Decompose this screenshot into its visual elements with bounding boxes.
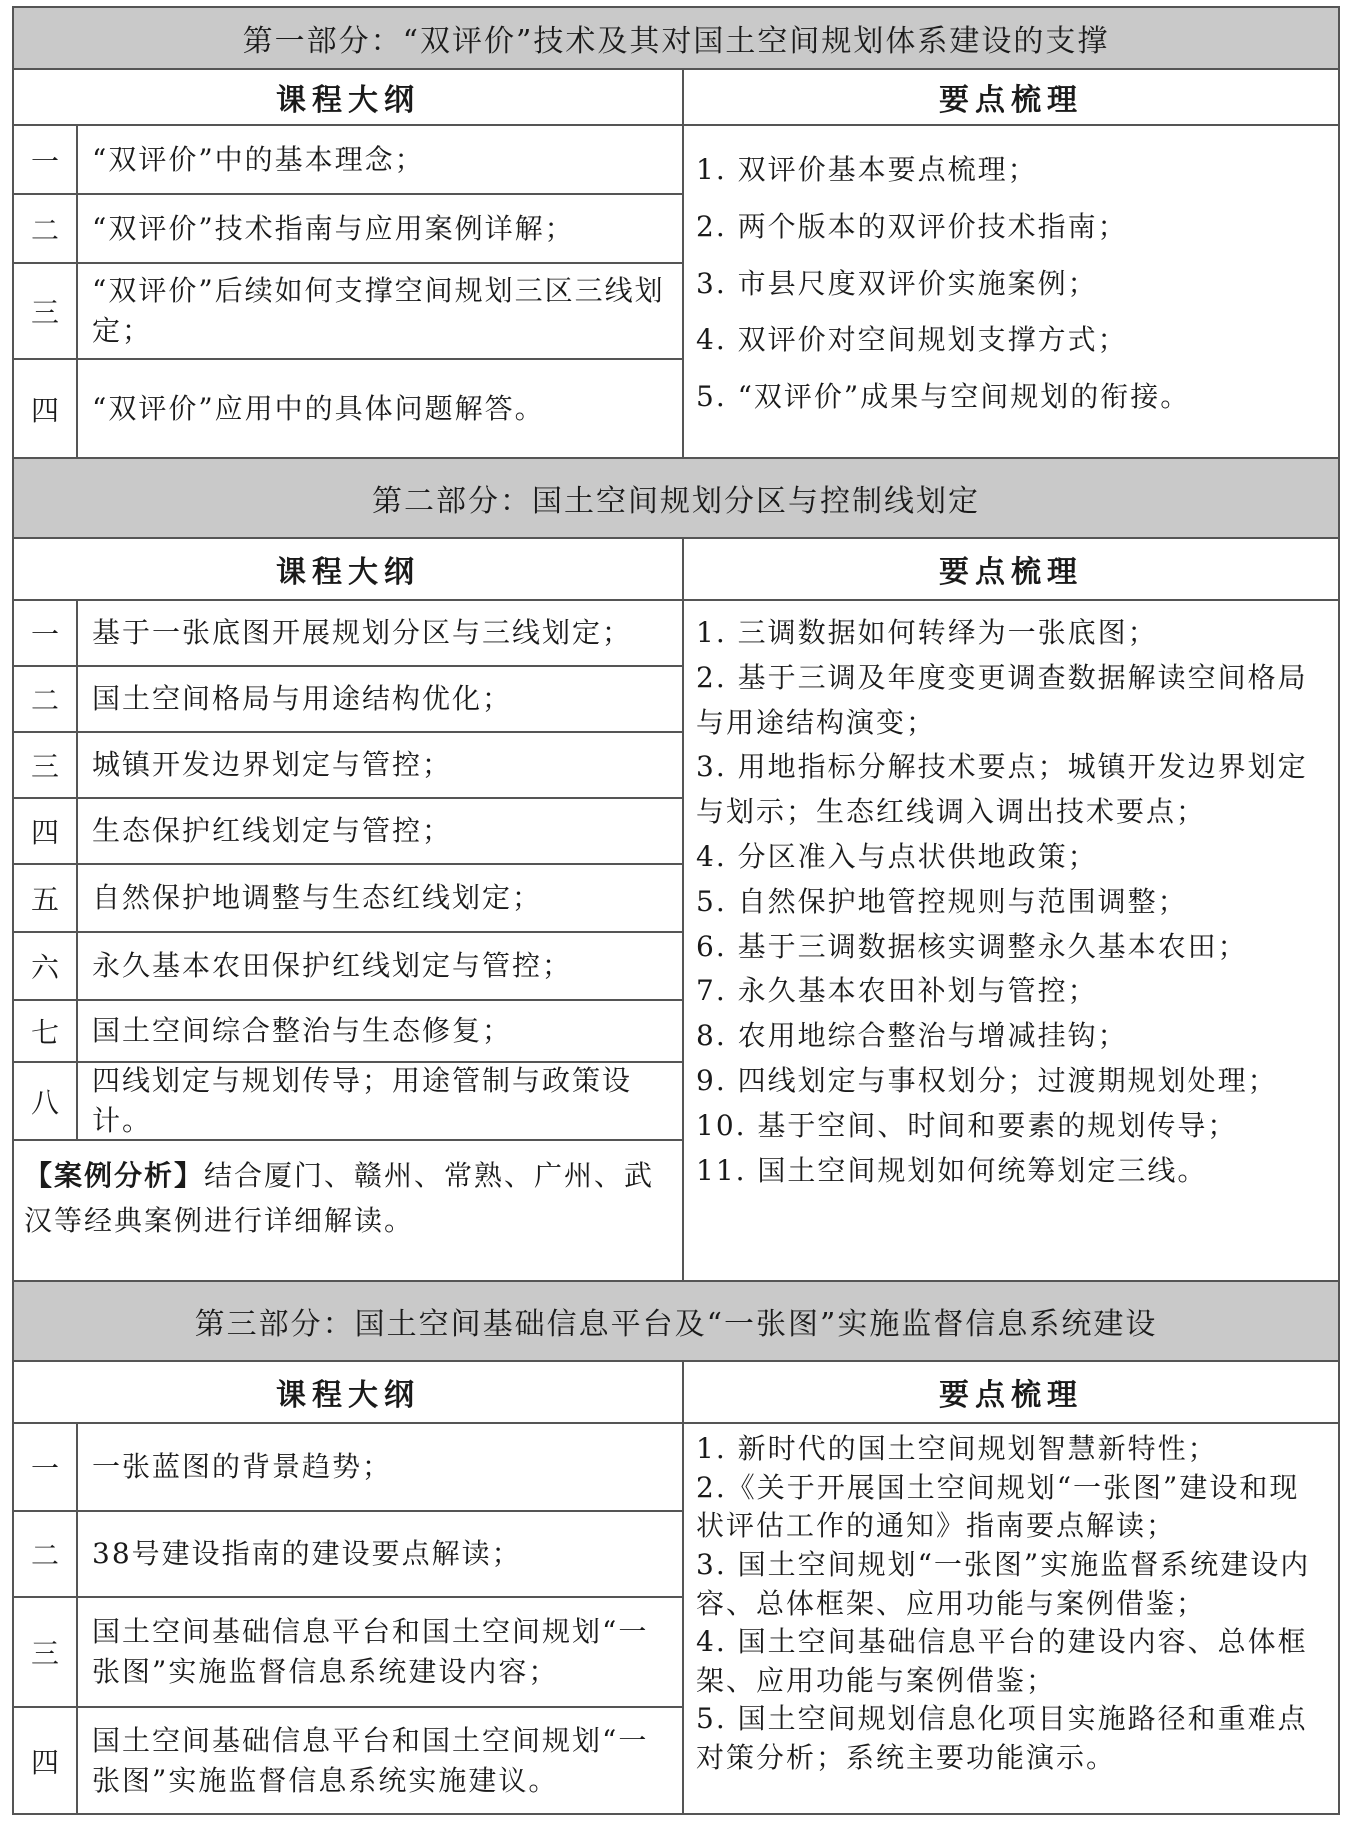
item-number: 二 [14, 667, 78, 731]
section-2-title: 第二部分：国土空间规划分区与控制线划定 [12, 457, 1340, 539]
section-3-outline-header: 课程大纲 [14, 1362, 682, 1424]
section-2-points-list [684, 611, 1338, 1193]
item-number: 六 [14, 933, 78, 999]
item-number: 四 [14, 1708, 78, 1813]
section-3-title: 第三部分：国土空间基础信息平台及“一张图”实施监督信息系统建设 [12, 1280, 1340, 1362]
section-1-points-column [682, 68, 1340, 459]
item-text: 生态保护红线划定与管控； [92, 814, 453, 847]
list-item [14, 360, 682, 457]
list-item [14, 264, 682, 360]
list-item [14, 667, 682, 733]
point-item: 2. 两个版本的双评价技术指南； [696, 209, 1128, 243]
point-item: 2.《关于开展国土空间规划“一张图”建设和现状评估工作的通知》指南要点解读； [696, 1470, 1300, 1543]
section-2-outline-column [12, 537, 684, 1282]
item-text: 四线划定与规划传导；用途管制与政策设计。 [92, 1064, 633, 1137]
item-text: 基于一张底图开展规划分区与三线划定； [92, 616, 633, 649]
point-item: 1. 双评价基本要点梳理； [696, 153, 1038, 186]
item-number: 四 [14, 799, 78, 863]
point-item: 4. 分区准入与点状供地政策； [696, 839, 1098, 873]
point-item: 5. “双评价”成果与空间规划的衔接。 [696, 380, 1191, 414]
point-item: 10. 基于空间、时间和要素的规划传导； [696, 1108, 1238, 1142]
section-3-points-header: 要点梳理 [684, 1362, 1338, 1424]
point-item: 3. 国土空间规划“一张图”实施监督系统建设内容、总体框架、应用功能与案例借鉴； [696, 1547, 1311, 1620]
item-text: 国土空间格局与用途结构优化； [92, 682, 513, 715]
item-text: 38号建设指南的建设要点解读； [92, 1537, 522, 1570]
section-3-outline-column [12, 1360, 684, 1815]
list-item [14, 1512, 682, 1598]
section-1-outline-list [14, 126, 682, 457]
course-table [12, 6, 1340, 1816]
point-item: 4. 双评价对空间规划支撑方式； [696, 323, 1128, 357]
item-text: 一张蓝图的背景趋势； [92, 1450, 393, 1483]
item-text: 城镇开发边界划定与管控； [92, 748, 453, 781]
item-number: 七 [14, 1001, 78, 1061]
case-text: 结合厦门、赣州、常熟、广州、武汉等经典案例进行详细解读。 [24, 1159, 655, 1237]
item-text: “双评价”后续如何支撑空间规划三区三线划定； [92, 274, 665, 347]
item-text: 国土空间综合整治与生态修复； [92, 1014, 513, 1047]
item-number: 二 [14, 1512, 78, 1596]
point-item: 3. 用地指标分解技术要点；城镇开发边界划定与划示；生态红线调入调出技术要点； [696, 750, 1308, 829]
section-1-outline-header: 课程大纲 [14, 70, 682, 126]
point-item: 7. 永久基本农田补划与管控； [696, 974, 1098, 1008]
item-number: 四 [14, 360, 78, 457]
item-number: 一 [14, 601, 78, 665]
item-number: 一 [14, 1424, 78, 1510]
item-number: 三 [14, 733, 78, 797]
item-text: “双评价”技术指南与应用案例详解； [92, 211, 575, 245]
item-number: 一 [14, 126, 78, 193]
section-3-points-list [684, 1430, 1338, 1778]
list-item [14, 601, 682, 667]
list-item [14, 865, 682, 933]
item-text: “双评价”应用中的具体问题解答。 [92, 391, 545, 425]
section-1-points-list [684, 148, 1338, 420]
point-item: 8. 农用地综合整治与增减挂钩； [696, 1019, 1128, 1053]
item-text: “双评价”中的基本理念； [92, 142, 425, 176]
list-item [14, 1708, 682, 1813]
point-item: 4. 国土空间基础信息平台的建设内容、总体框架、应用功能与案例借鉴； [696, 1625, 1308, 1697]
list-item [14, 1424, 682, 1512]
case-analysis [14, 1153, 682, 1243]
section-1-title: 第一部分：“双评价”技术及其对国土空间规划体系建设的支撑 [12, 6, 1340, 70]
item-text: 永久基本农田保护红线划定与管控； [92, 949, 573, 982]
list-item [14, 1063, 682, 1139]
list-item [14, 733, 682, 799]
section-3-points-column [682, 1360, 1340, 1815]
section-2-outline-list [14, 601, 682, 1141]
point-item: 5. 自然保护地管控规则与范围调整； [696, 884, 1188, 918]
item-number: 三 [14, 264, 78, 358]
list-item [14, 195, 682, 264]
point-item: 6. 基于三调数据核实调整永久基本农田； [696, 929, 1248, 963]
list-item [14, 126, 682, 195]
section-2-outline-header: 课程大纲 [14, 539, 682, 601]
item-text: 国土空间基础信息平台和国土空间规划“一张图”实施监督信息系统建设内容； [92, 1615, 649, 1688]
point-item: 11. 国土空间规划如何统筹划定三线。 [696, 1153, 1208, 1187]
section-2-points-column [682, 537, 1340, 1282]
item-number: 八 [14, 1063, 78, 1139]
list-item [14, 1598, 682, 1708]
item-text: 自然保护地调整与生态红线划定； [92, 881, 543, 914]
list-item [14, 933, 682, 1001]
list-item [14, 799, 682, 865]
item-number: 二 [14, 195, 78, 262]
section-1-points-header: 要点梳理 [684, 70, 1338, 126]
item-number: 五 [14, 865, 78, 931]
item-number: 三 [14, 1598, 78, 1706]
section-3-outline-list [14, 1424, 682, 1813]
point-item: 3. 市县尺度双评价实施案例； [696, 266, 1098, 300]
section-1-outline-column [12, 68, 684, 459]
point-item: 5. 国土空间规划信息化项目实施路径和重难点对策分析；系统主要功能演示。 [696, 1702, 1308, 1774]
point-item: 1. 三调数据如何转绎为一张底图； [696, 616, 1158, 649]
point-item: 2. 基于三调及年度变更调查数据解读空间格局与用途结构演变； [696, 660, 1308, 739]
point-item: 9. 四线划定与事权划分；过渡期规划处理； [696, 1063, 1278, 1097]
item-text: 国土空间基础信息平台和国土空间规划“一张图”实施监督信息系统实施建议。 [92, 1723, 649, 1797]
section-2-points-header: 要点梳理 [684, 539, 1338, 601]
case-label: 【案例分析】 [24, 1159, 205, 1192]
list-item [14, 1001, 682, 1063]
point-item: 1. 新时代的国土空间规划智慧新特性； [696, 1432, 1218, 1465]
